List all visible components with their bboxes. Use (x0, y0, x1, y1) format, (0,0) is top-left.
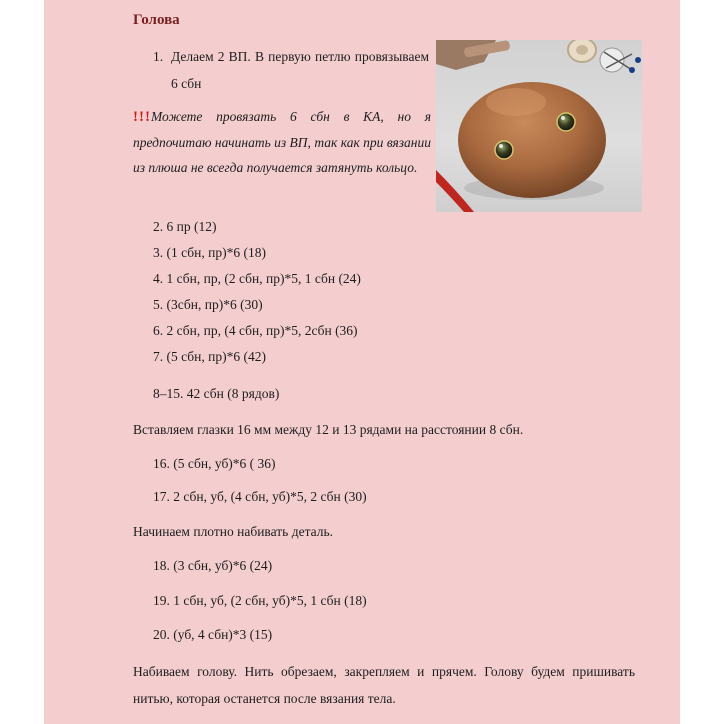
note-exclamation-marks: !!! (133, 109, 151, 125)
step-1 (153, 43, 429, 97)
row-6: 6. 2 сбн, пр, (4 сбн, пр)*5, 2сбн (36) (153, 323, 358, 338)
row-8-15: 8–15. 42 сбн (8 рядов) (153, 386, 280, 401)
document-page (44, 0, 680, 724)
row-4: 4. 1 сбн, пр, (2 сбн, пр)*5, 1 сбн (24) (153, 271, 361, 286)
step-1-number: 1. (153, 49, 164, 64)
step-1-text: Делаем 2 ВП. В первую петлю провязываем 6 сбн (171, 49, 429, 91)
row-5: 5. (3сбн, пр)*6 (30) (153, 297, 263, 312)
plush-head-photo (436, 40, 642, 212)
row-2: 2. 6 пр (12) (153, 219, 217, 234)
author-note (133, 104, 431, 180)
row-19: 19. 1 сбн, уб, (2 сбн, уб)*5, 1 сбн (18) (153, 593, 367, 608)
stuffing-instruction: Начинаем плотно набивать деталь. (133, 524, 334, 539)
row-20: 20. (уб, 4 сбн)*3 (15) (153, 627, 273, 642)
final-instruction: Набиваем голову. Нить обрезаем, закрепляем и прячем. Голову будем пришивать нитью, которая останется после вязания тела. (133, 664, 635, 706)
row-16: 16. (5 сбн, уб)*6 ( 36) (153, 456, 276, 471)
row-17: 17. 2 сбн, уб, (4 сбн, уб)*5, 2 сбн (30) (153, 489, 367, 504)
row-18: 18. (3 сбн, уб)*6 (24) (153, 558, 273, 573)
section-title: Голова (133, 12, 180, 28)
plush-head-icon (436, 40, 642, 212)
row-3: 3. (1 сбн, пр)*6 (18) (153, 245, 266, 260)
eyes-instruction: Вставляем глазки 16 мм между 12 и 13 рядами на расстоянии 8 сбн. (133, 422, 524, 437)
row-7: 7. (5 сбн, пр)*6 (42) (153, 349, 266, 364)
note-text: Можете провязать 6 сбн в КА, но я предпочитаю начинать из ВП, так как при вязании из плюша не всегда получается затянуть кольцо. (133, 109, 431, 175)
